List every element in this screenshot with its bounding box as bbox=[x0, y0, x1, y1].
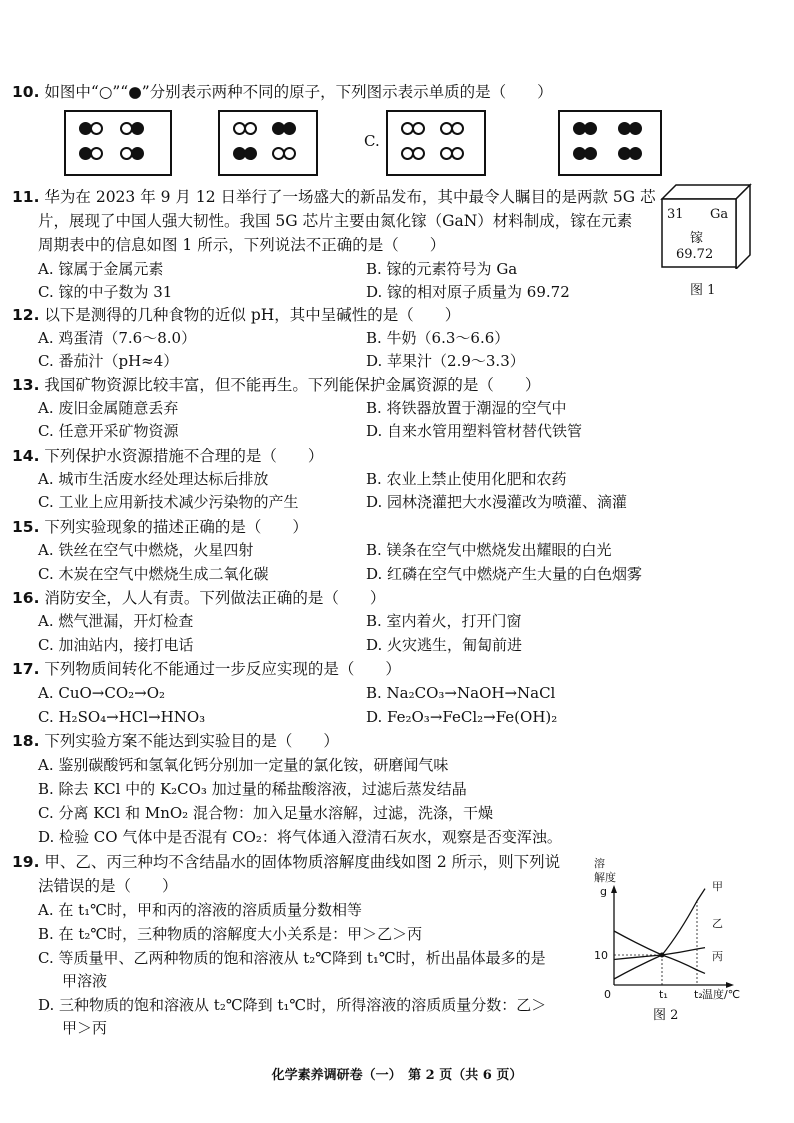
solubility-chart bbox=[592, 855, 782, 1025]
question-14 bbox=[12, 446, 323, 466]
question-number: 18. bbox=[12, 732, 40, 750]
question-number: 10. bbox=[12, 83, 40, 101]
option-a: A. 铁丝在空气中燃烧，火星四射 bbox=[38, 541, 254, 559]
option-d: D. 检验 CO 气体中是否混有 CO₂：将气体通入澄清石灰水，观察是否变浑浊。 bbox=[38, 828, 562, 846]
question-text: 下列实验方案不能达到实验目的是（ ） bbox=[44, 732, 339, 750]
option-b: B. 农业上禁止使用化肥和农药 bbox=[366, 470, 567, 488]
question-text-line: 法错误的是（ ） bbox=[38, 877, 178, 895]
option-c: C. 任意开采矿物资源 bbox=[38, 422, 179, 440]
option-c: C. H₂SO₄→HCl→HNO₃ bbox=[38, 708, 206, 726]
question-number: 15. bbox=[12, 518, 40, 536]
y-axis-arrow bbox=[611, 885, 617, 893]
option-b: B. 将铁器放置于潮湿的空气中 bbox=[366, 399, 567, 417]
option-b-figure bbox=[218, 110, 318, 176]
option-c-label: C. bbox=[364, 132, 380, 150]
option-d: D. 自来水管用塑料管材替代铁管 bbox=[366, 422, 583, 440]
option-d: D. 园林浇灌把大水漫灌改为喷灌、滴灌 bbox=[366, 493, 628, 511]
option-b: B. 在 t₂℃时，三种物质的溶解度大小关系是：甲＞乙＞丙 bbox=[38, 925, 423, 943]
option-b: B. 除去 KCl 中的 K₂CO₃ 加过量的稀盐酸溶液，过滤后蒸发结晶 bbox=[38, 780, 467, 798]
question-11 bbox=[12, 187, 656, 207]
question-text: 以下是测得的几种食物的近似 pH，其中呈碱性的是（ ） bbox=[44, 306, 461, 324]
option-b: B. Na₂CO₃→NaOH→NaCl bbox=[366, 684, 556, 702]
option-c: C. 番茄汁（pH≈4） bbox=[38, 352, 179, 370]
option-a: A. 镓属于金属元素 bbox=[38, 260, 164, 278]
option-b: B. 牛奶（6.3～6.6） bbox=[366, 329, 510, 347]
option-d: D. 苹果汁（2.9～3.3） bbox=[366, 352, 525, 370]
element-symbol: Ga bbox=[710, 207, 729, 222]
question-text: 下列保护水资源措施不合理的是（ ） bbox=[44, 447, 324, 465]
option-d-figure bbox=[558, 110, 662, 176]
periodic-table-cell bbox=[658, 183, 754, 269]
question-text: 我国矿物资源比较丰富，但不能再生。下列能保护金属资源的是（ ） bbox=[44, 376, 541, 394]
question-text: 下列物质间转化不能通过一步反应实现的是（ ） bbox=[44, 660, 401, 678]
question-number: 16. bbox=[12, 589, 40, 607]
question-text: 消防安全，人人有责。下列做法正确的是（ ） bbox=[44, 589, 386, 607]
option-c-figure bbox=[386, 110, 486, 176]
question-number: 14. bbox=[12, 447, 40, 465]
question-number: 12. bbox=[12, 306, 40, 324]
figure-caption: 图 2 bbox=[653, 1008, 679, 1023]
intersection-point bbox=[660, 953, 665, 958]
option-d-cont: 甲＞丙 bbox=[62, 1019, 108, 1037]
question-number: 19. bbox=[12, 853, 40, 871]
x-tick-label: t₁ bbox=[659, 988, 668, 1001]
question-text-line: 片，展现了中国人强大韧性。我国 5G 芯片主要由氮化镓（GaN）材料制成，镓在元素 bbox=[38, 212, 633, 230]
series-line-丙 bbox=[614, 931, 705, 973]
option-b: B. 室内着火，打开门窗 bbox=[366, 612, 522, 630]
y-tick-label: 10 bbox=[594, 949, 608, 962]
question-19 bbox=[12, 852, 560, 872]
option-a: A. 在 t₁℃时，甲和丙的溶液的溶质质量分数相等 bbox=[38, 901, 362, 919]
option-a: A. CuO→CO₂→O₂ bbox=[38, 684, 166, 702]
question-text: 华为在 2023 年 9 月 12 日举行了一场盛大的新品发布，其中最令人瞩目的是两款 5G 芯 bbox=[44, 188, 656, 206]
option-d: D. 红磷在空气中燃烧产生大量的白色烟雾 bbox=[366, 565, 643, 583]
series-line-甲 bbox=[614, 889, 705, 979]
option-a: A. 废旧金属随意丢弃 bbox=[38, 399, 179, 417]
option-d: D. Fe₂O₃→FeCl₂→Fe(OH)₂ bbox=[366, 708, 558, 726]
question-13 bbox=[12, 375, 540, 395]
atomic-number: 31 bbox=[667, 207, 684, 222]
option-c: C. 分离 KCl 和 MnO₂ 混合物：加入足量水溶解，过滤，洗涤，干燥 bbox=[38, 804, 493, 822]
option-b: B. 镓的元素符号为 Ga bbox=[366, 260, 518, 278]
series-label: 丙 bbox=[712, 950, 723, 963]
y-axis-label-part2: 解度 bbox=[594, 871, 616, 884]
y-axis-label-part1: 溶 bbox=[594, 857, 605, 870]
option-a: A. 城市生活废水经处理达标后排放 bbox=[38, 470, 269, 488]
option-a-figure bbox=[64, 110, 172, 176]
x-tick-label: 0 bbox=[604, 988, 611, 1001]
option-c: C. 等质量甲、乙两种物质的饱和溶液从 t₂℃降到 t₁℃时，析出晶体最多的是 bbox=[38, 949, 546, 967]
option-c: C. 木炭在空气中燃烧生成二氧化碳 bbox=[38, 565, 269, 583]
option-c: C. 镓的中子数为 31 bbox=[38, 283, 173, 301]
option-b: B. 镁条在空气中燃烧发出耀眼的白光 bbox=[366, 541, 612, 559]
x-tick-label: t₂ bbox=[694, 988, 703, 1001]
option-d: D. 镓的相对原子质量为 69.72 bbox=[366, 283, 570, 301]
x-axis-label: 温度/℃ bbox=[702, 988, 741, 1001]
option-c: C. 加油站内，接打电话 bbox=[38, 636, 194, 654]
option-a: A. 鸡蛋清（7.6～8.0） bbox=[38, 329, 197, 347]
option-a: A. 鉴别碳酸钙和氢氧化钙分别加一定量的氯化铵，研磨闻气味 bbox=[38, 756, 449, 774]
question-number: 11. bbox=[12, 188, 40, 206]
option-c-cont: 甲溶液 bbox=[62, 972, 108, 990]
question-12 bbox=[12, 305, 460, 325]
question-text: 如图中“○”“●”分别表示两种不同的原子，下列图示表示单质的是（ ） bbox=[44, 83, 553, 101]
question-number: 13. bbox=[12, 376, 40, 394]
question-text-line: 周期表中的信息如图 1 所示，下列说法不正确的是（ ） bbox=[38, 236, 446, 254]
option-a: A. 燃气泄漏，开灯检查 bbox=[38, 612, 194, 630]
option-d: D. 三种物质的饱和溶液从 t₂℃降到 t₁℃时，所得溶液的溶质质量分数：乙＞ bbox=[38, 996, 547, 1014]
atomic-mass: 69.72 bbox=[676, 247, 714, 262]
question-10 bbox=[12, 82, 553, 102]
option-d: D. 火灾逃生，匍匐前进 bbox=[366, 636, 523, 654]
page-footer: 化学素养调研卷（一） 第 2 页（共 6 页） bbox=[271, 1068, 523, 1083]
question-number: 17. bbox=[12, 660, 40, 678]
question-text: 甲、乙、丙三种均不含结晶水的固体物质溶解度曲线如图 2 所示，则下列说 bbox=[44, 853, 561, 871]
question-text: 下列实验现象的描述正确的是（ ） bbox=[44, 518, 308, 536]
figure-caption: 图 1 bbox=[690, 283, 716, 298]
y-axis-label-part3: g bbox=[600, 885, 607, 898]
question-16 bbox=[12, 588, 385, 608]
series-label: 乙 bbox=[712, 917, 723, 930]
question-17 bbox=[12, 659, 401, 679]
option-c: C. 工业上应用新技术减少污染物的产生 bbox=[38, 493, 299, 511]
question-18 bbox=[12, 731, 339, 751]
element-name: 镓 bbox=[690, 231, 704, 246]
question-15 bbox=[12, 517, 308, 537]
series-label: 甲 bbox=[712, 880, 723, 893]
